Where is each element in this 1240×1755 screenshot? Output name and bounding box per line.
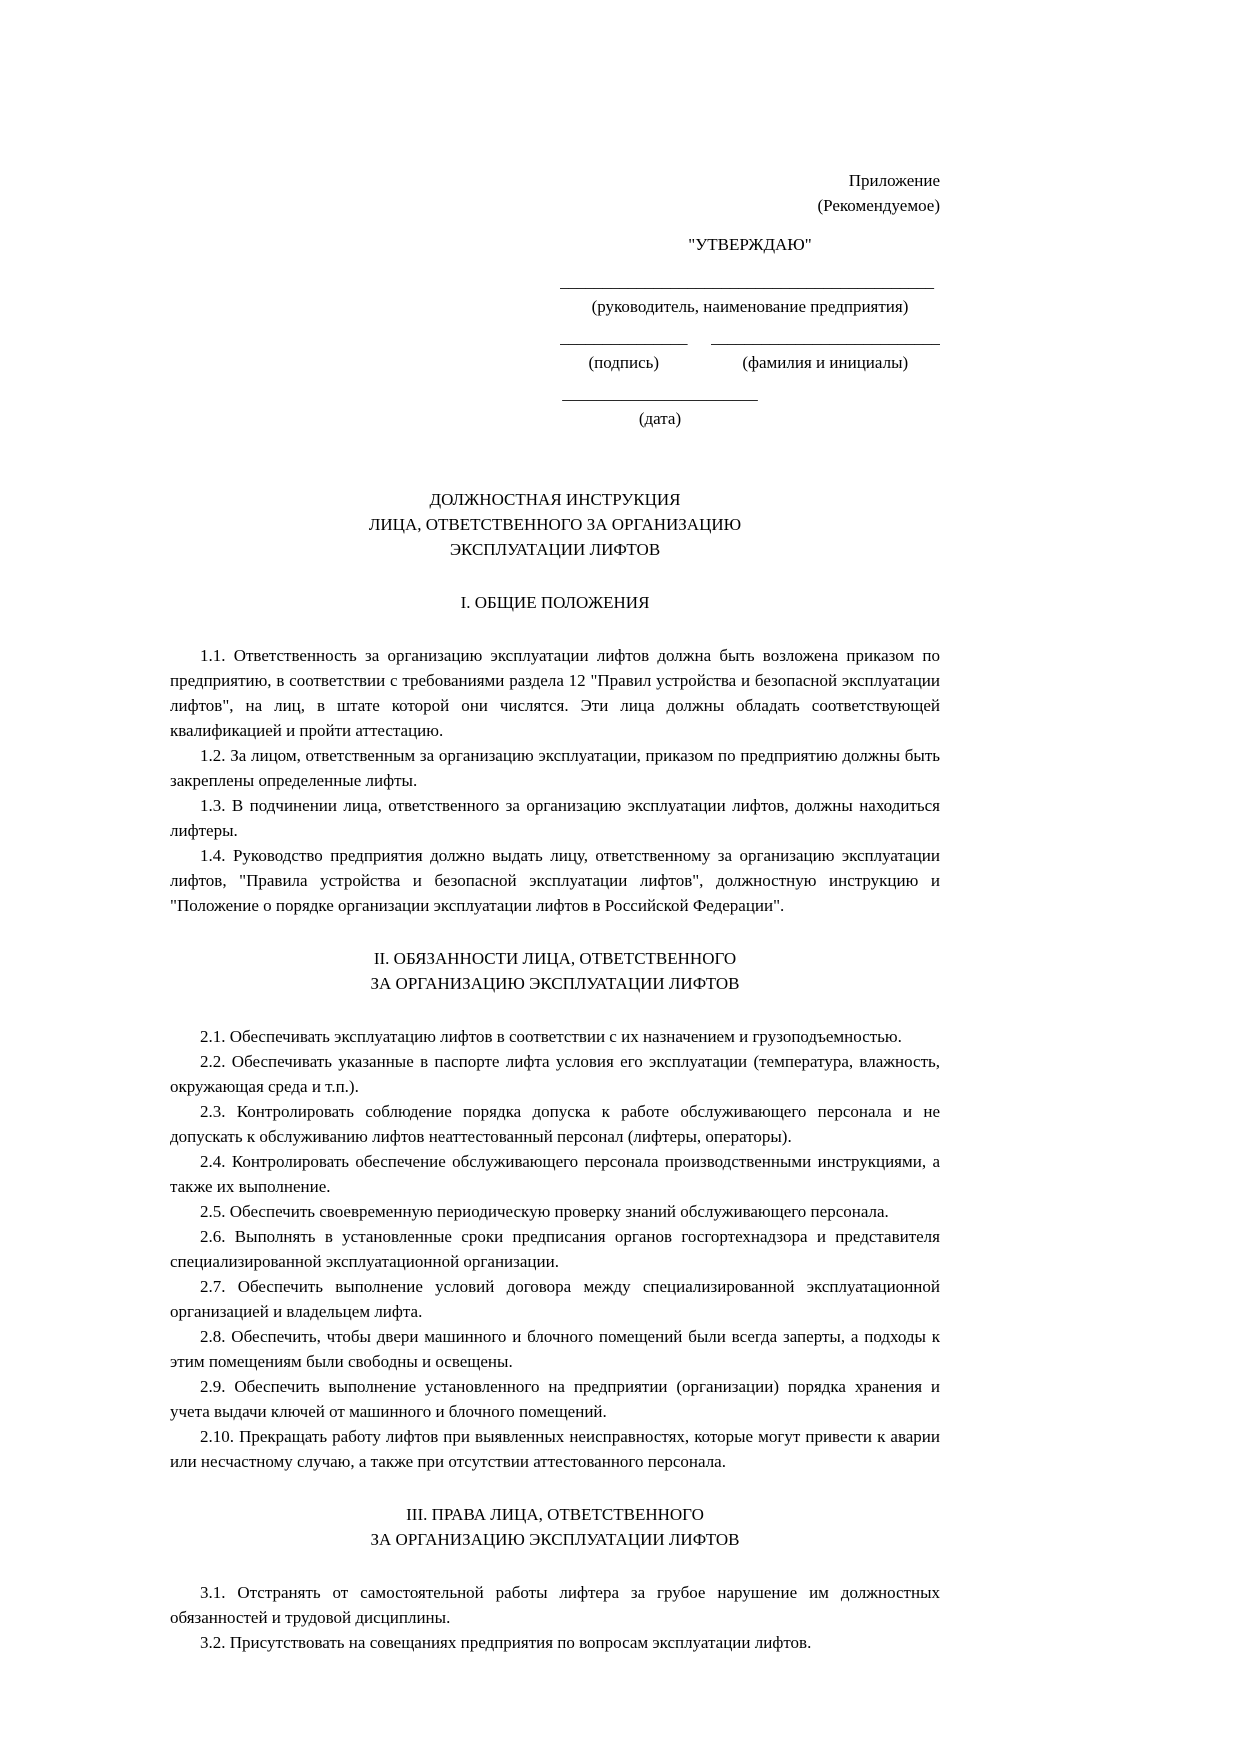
- signature-line: _______________: [560, 328, 688, 347]
- paragraph-1-1: 1.1. Ответственность за организацию эксплуатации лифтов должна быть возложена приказом по предприятию, в соответствии с требованиями раздела 12 "Правил устройства и безопасной эксплуатации лифтов", на лиц, в штате которой они числятся. Эти лица должны обладать соответствующей квалификацией и пройти аттестацию.: [170, 646, 940, 740]
- paragraph-2-5: 2.5. Обеспечить своевременную периодическую проверку знаний обслуживающего персонала.: [200, 1202, 889, 1221]
- heading-line: ЗА ОРГАНИЗАЦИЮ ЭКСПЛУАТАЦИИ ЛИФТОВ: [370, 974, 740, 993]
- heading-line: ЗА ОРГАНИЗАЦИЮ ЭКСПЛУАТАЦИИ ЛИФТОВ: [370, 1530, 740, 1549]
- document-title: [170, 487, 940, 562]
- approval-block: [560, 232, 940, 431]
- paragraph-2-2: 2.2. Обеспечивать указанные в паспорте лифта условия его эксплуатации (температура, влажность, окружающая среда и т.п.).: [170, 1052, 940, 1096]
- paragraph-2-4: 2.4. Контролировать обеспечение обслуживающего персонала производственными инструкциями, а также их выполнение.: [170, 1152, 940, 1196]
- signature-name-row: [560, 325, 940, 375]
- paragraph-1-4: 1.4. Руководство предприятия должно выдать лицу, ответственному за организацию эксплуатации лифтов, "Правила устройства и безопасной эксплуатации лифтов", должностную инструкцию и "Положение о порядке организации эксплуатации лифтов в Российской Федерации".: [170, 846, 940, 915]
- section-heading-general: [170, 590, 940, 615]
- paragraph-2-1: 2.1. Обеспечивать эксплуатацию лифтов в соответствии с их назначением и грузоподъемностью.: [200, 1027, 902, 1046]
- date-caption: (дата): [638, 409, 682, 428]
- paragraph-2-6: 2.6. Выполнять в установленные сроки предписания органов госгортехнадзора и представителя специализированной эксплуатационной организации.: [170, 1227, 940, 1271]
- name-caption: (фамилия и инициалы): [742, 353, 909, 372]
- name-line: ___________________________: [710, 328, 940, 347]
- title-line-3: ЭКСПЛУАТАЦИИ ЛИФТОВ: [449, 540, 661, 559]
- signature-column: [560, 325, 688, 375]
- heading-line: I. ОБЩИЕ ПОЛОЖЕНИЯ: [460, 593, 650, 612]
- approve-label: "УТВЕРЖДАЮ": [688, 235, 812, 254]
- paragraph-2-7: 2.7. Обеспечить выполнение условий договора между специализированной эксплуатационной организацией и владельцем лифта.: [170, 1277, 940, 1321]
- paragraph-3-1: 3.1. Отстранять от самостоятельной работы лифтера за грубое нарушение им должностных обязанностей и трудовой дисциплины.: [170, 1583, 940, 1627]
- appendix-label: Приложение: [848, 171, 940, 190]
- organization-signature-line: ____________________________________________: [560, 272, 934, 291]
- section-heading-rights: [170, 1502, 940, 1552]
- date-column: [560, 381, 760, 431]
- paragraph-1-2: 1.2. За лицом, ответственным за организацию эксплуатации, приказом по предприятию должны быть закреплены определенные лифты.: [170, 746, 940, 790]
- paragraph-2-8: 2.8. Обеспечить, чтобы двери машинного и блочного помещений были всегда заперты, а подходы к этим помещениям были свободны и освещены.: [170, 1327, 940, 1371]
- paragraph-2-9: 2.9. Обеспечить выполнение установленного на предприятии (организации) порядка хранения и учета выдачи ключей от машинного и блочного помещений.: [170, 1377, 940, 1421]
- paragraph-2-10: 2.10. Прекращать работу лифтов при выявленных неисправностях, которые могут привести к аварии или несчастному случаю, а также при отсутствии аттестованного персонала.: [170, 1427, 940, 1471]
- title-line-2: ЛИЦА, ОТВЕТСТВЕННОГО ЗА ОРГАНИЗАЦИЮ: [368, 515, 742, 534]
- name-column: [711, 325, 941, 375]
- paragraph-2-3: 2.3. Контролировать соблюдение порядка допуска к работе обслуживающего персонала и не допускать к обслуживанию лифтов неаттестованный персонал (лифтеры, операторы).: [170, 1102, 940, 1146]
- signature-caption: (подпись): [588, 353, 660, 372]
- date-line: _______________________: [562, 384, 758, 403]
- section-heading-duties: [170, 946, 940, 996]
- appendix-note: (Рекомендуемое): [817, 196, 940, 215]
- title-line-1: ДОЛЖНОСТНАЯ ИНСТРУКЦИЯ: [429, 490, 681, 509]
- heading-line: III. ПРАВА ЛИЦА, ОТВЕТСТВЕННОГО: [406, 1505, 704, 1524]
- organization-caption: (руководитель, наименование предприятия): [591, 297, 909, 316]
- heading-line: II. ОБЯЗАННОСТИ ЛИЦА, ОТВЕТСТВЕННОГО: [373, 949, 737, 968]
- paragraph-1-3: 1.3. В подчинении лица, ответственного за организацию эксплуатации лифтов, должны находиться лифтеры.: [170, 796, 940, 840]
- paragraph-3-2: 3.2. Присутствовать на совещаниях предприятия по вопросам эксплуатации лифтов.: [200, 1633, 812, 1652]
- appendix-block: [170, 168, 940, 218]
